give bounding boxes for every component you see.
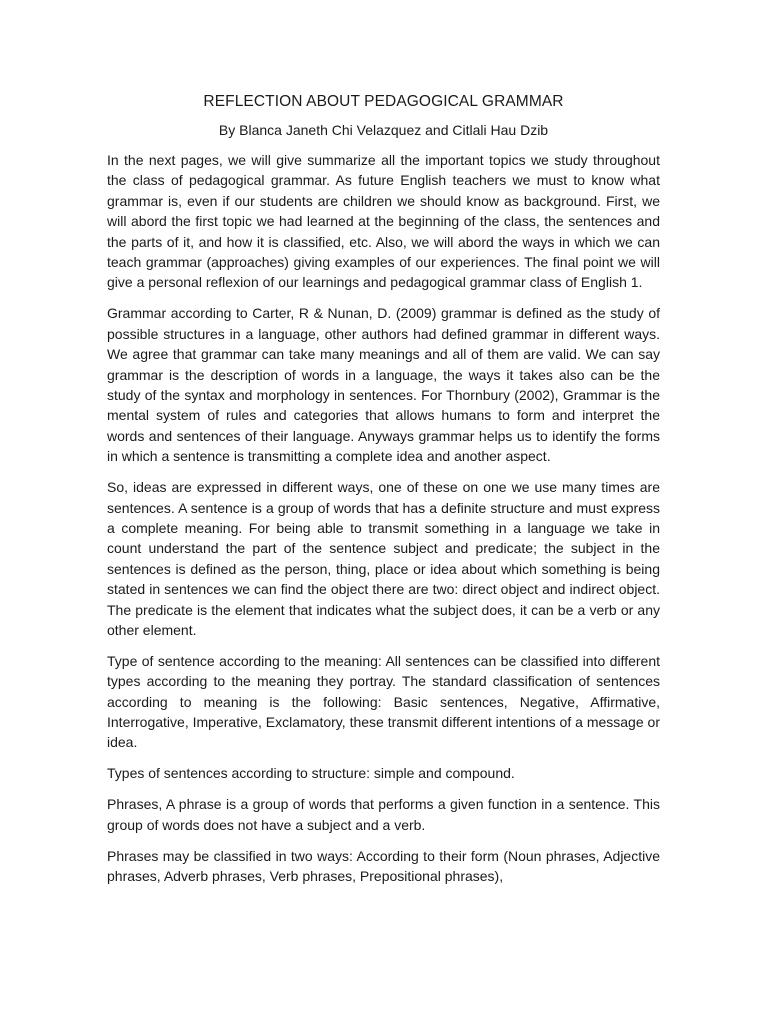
document-body (107, 92, 660, 897)
paragraph-phrases: Phrases, A phrase is a group of words that performs a given function in a sentence. This group of words does not have a subject and a verb. (107, 796, 660, 833)
document-title: REFLECTION ABOUT PEDAGOGICAL GRAMMAR (203, 93, 564, 110)
paragraph-grammar-definition: Grammar according to Carter, R & Nunan, D. (2009) grammar is defined as the study of possible structures in a language, other authors had defined grammar in different ways. We agree that grammar can take many meanings and all of them are valid. We can say grammar is the description of words in a language, the ways it takes also can be the study of the syntax and morphology in sentences. For Thornbury (2002), Grammar is the mental system of rules and categories that allows humans to form and interpret the words and sentences of their language. Anyways grammar helps us to identify the forms in which a sentence is transmitting a complete idea and another aspect. (107, 305, 660, 465)
paragraph-phrase-classification: Phrases may be classified in two ways: According to their form (Noun phrases, Adjective phrases, Adverb phrases, Verb phrases, Prepositional phrases), (107, 847, 660, 884)
paragraph-sentence-structure-types: Types of sentences according to structure: simple and compound. (107, 765, 515, 782)
paragraph-introduction: In the next pages, we will give summarize all the important topics we study throughout the class of pedagogical grammar. As future English teachers we must to know what grammar is, even if our students are children we should know as background. First, we will abord the first topic we had learned at the beginning of the class, the sentences and the parts of it, and how it is classified, etc. Also, we will abord the ways in which we can teach grammar (approaches) giving examples of our experiences. The final point we will give a personal reflexion of our learnings and pedagogical grammar class of English 1. (107, 152, 660, 291)
document-byline: By Blanca Janeth Chi Velazquez and Citlali Hau Dzib (218, 122, 549, 138)
paragraph-sentence-meaning-types: Type of sentence according to the meaning: All sentences can be classified into different types according to the meaning they portray. The standard classification of sentences according to meaning is the following: Basic sentences, Negative, Affirmative, Interrogative, Imperative, Exclamatory, these transmit different intentions of a message or idea. (107, 652, 660, 751)
paragraph-sentences: So, ideas are expressed in different ways, one of these on one we use many times are sentences. A sentence is a group of words that has a definite structure and must express a complete meaning. For being able to transmit something in a language we take in count understand the part of the sentence subject and predicate; the subject in the sentences is defined as the person, thing, place or idea about which something is being stated in sentences we can find the object there are two: direct object and indirect object. The predicate is the element that indicates what the subject does, it can be a verb or any other element. (107, 479, 660, 638)
